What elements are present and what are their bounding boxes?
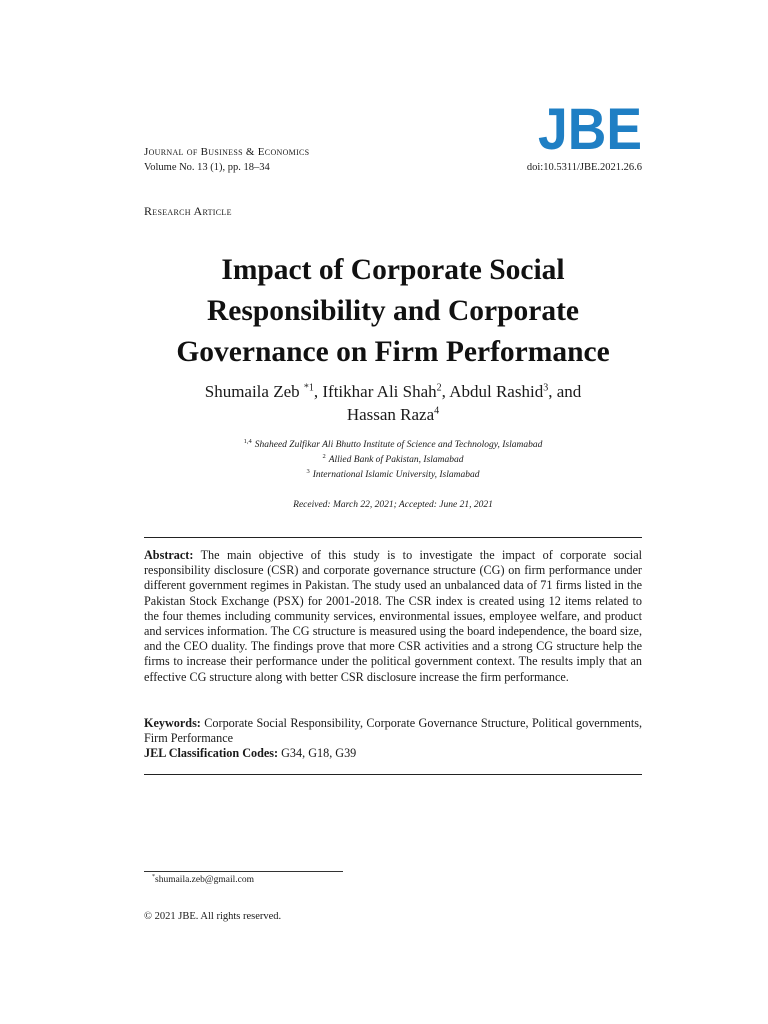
affiliation-marker: 3: [306, 468, 310, 475]
footnote-email[interactable]: shumaila.zeb@gmail.com: [155, 875, 254, 886]
affiliation: [144, 453, 642, 465]
affiliation-marker: 2: [322, 453, 326, 460]
abstract: [144, 548, 642, 685]
volume-info: Volume No. 13 (1), pp. 18–34: [144, 162, 270, 173]
received-accepted-dates: Received: March 22, 2021; Accepted: June 21, 2021: [293, 500, 493, 510]
footnote-rule: [144, 871, 343, 872]
abstract-label: Abstract:: [144, 548, 194, 562]
abstract-text: The main objective of this study is to investigate the impact of corporate social responsibility disclosure (CSR) and corporate governance structure (CG) on firm performance under different government regimes in Pakistan. The study used an unbalanced data of 71 firms listed in the Pakistan Stock Exchange (PSX) for 2001-2018. The CSR index is created using 12 items related to the four themes including community services, environmental issues, employee welfare, and product and services information. The CG structure is measured using the board independence, the board size, and the CEO duality. The findings prove that more CSR activities and a strong CG structure help the firms to increase their performance under the political government context. The results imply that an effective CG structure along with better CSR disclosure increase the firm performance.: [144, 548, 642, 684]
author-name: Hassan Raza: [346, 405, 435, 424]
author-affiliation-marker: *1: [303, 382, 314, 394]
affiliation: [144, 468, 642, 480]
logo-text: JBE: [538, 104, 642, 152]
author-name: Shumaila Zeb: [204, 382, 304, 401]
divider-top: [144, 537, 642, 538]
paper-title: Impact of Corporate Social Responsibility and Corporate Governance on Firm Performance: [176, 254, 610, 368]
footnote: [152, 874, 254, 885]
keywords-label: Keywords:: [144, 716, 201, 730]
affiliation: [144, 438, 642, 450]
author-separator: ,: [313, 382, 323, 401]
affiliation-marker: 1,4: [243, 438, 252, 445]
jel-codes: [144, 746, 642, 761]
author-affiliation-marker: 4: [434, 405, 440, 417]
journal-logo: [538, 104, 642, 152]
footnote-marker: *: [152, 874, 155, 880]
copyright: © 2021 JBE. All rights reserved.: [144, 911, 282, 922]
author-name: Abdul Rashid: [449, 382, 544, 401]
author-list: [144, 380, 642, 426]
journal-name: Journal of Business & Economics: [144, 146, 310, 158]
jbe-logo-icon: [538, 104, 642, 152]
doi[interactable]: doi:10.5311/JBE.2021.26.6: [526, 162, 642, 173]
keywords: [144, 716, 642, 746]
author-separator: , and: [548, 382, 582, 401]
author-separator: ,: [441, 382, 450, 401]
affiliation-text: International Islamic University, Islamabad: [312, 470, 480, 481]
article-type: Research Article: [144, 204, 232, 218]
author-name: Iftikhar Ali Shah: [322, 382, 437, 401]
affiliation-text: Allied Bank of Pakistan, Islamabad: [328, 455, 464, 466]
divider-bottom: [144, 774, 642, 775]
keywords-text: Corporate Social Responsibility, Corporate Governance Structure, Political governments, Firm Performance: [144, 716, 643, 746]
author-affiliation-marker: 2: [436, 382, 442, 394]
jel-label: JEL Classification Codes:: [144, 746, 279, 760]
affiliation-text: Shaheed Zulfikar Ali Bhutto Institute of Science and Technology, Islamabad: [254, 440, 543, 451]
author-affiliation-marker: 3: [543, 382, 549, 394]
jel-text: G34, G18, G39: [281, 746, 357, 760]
